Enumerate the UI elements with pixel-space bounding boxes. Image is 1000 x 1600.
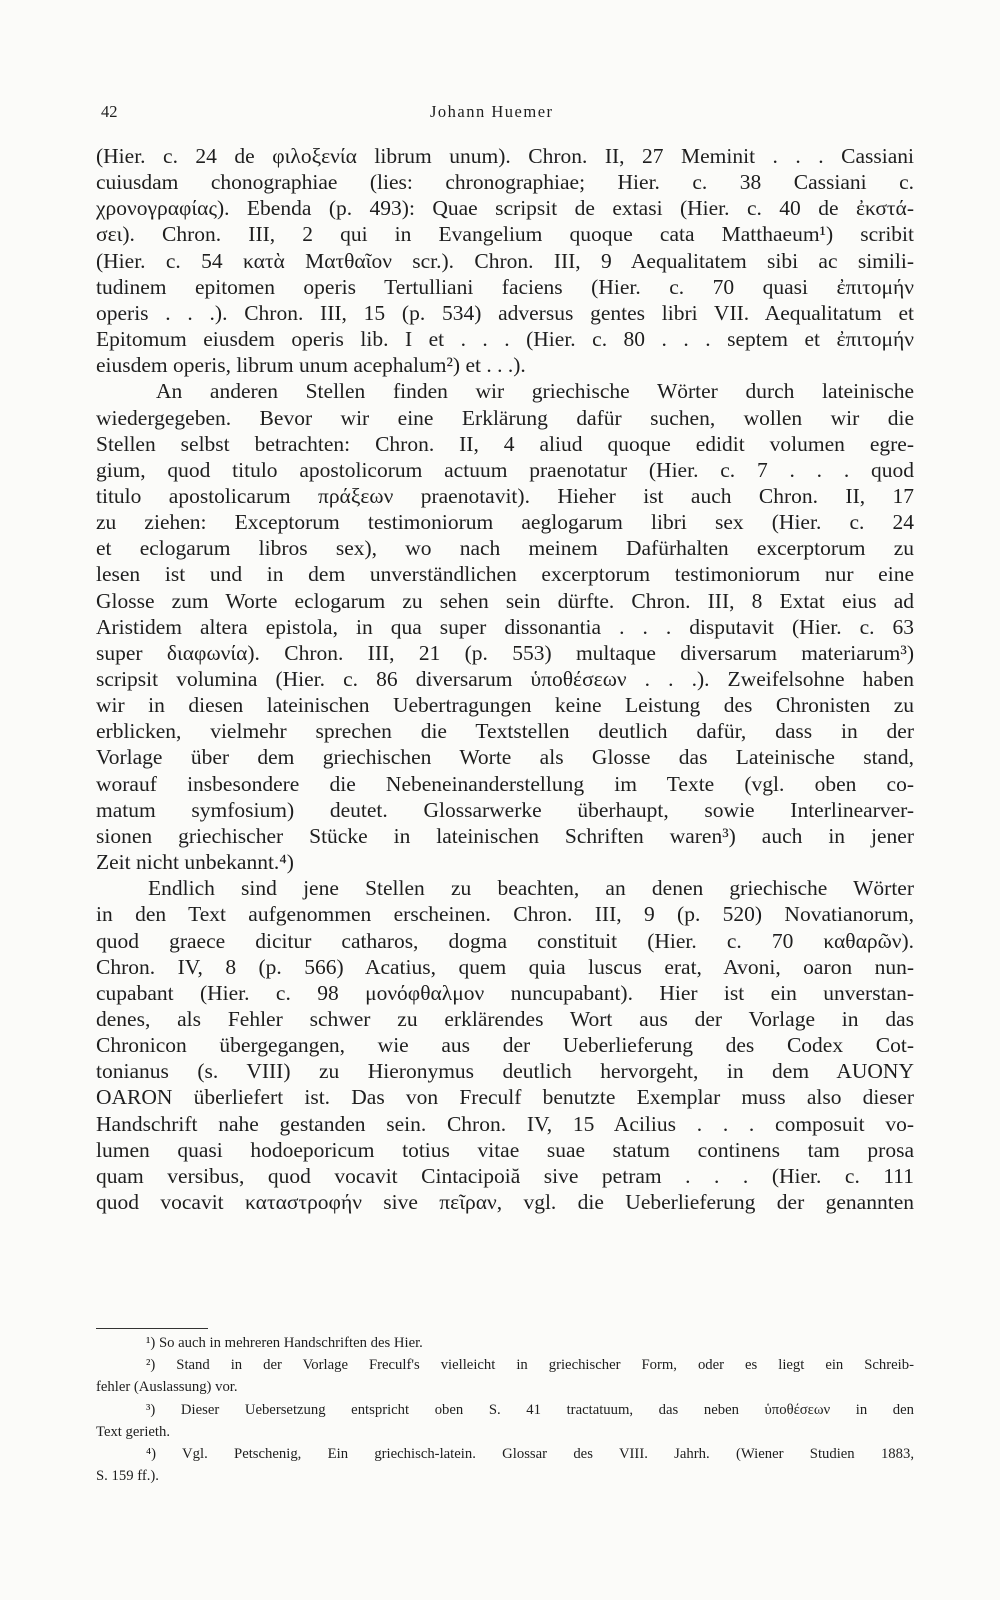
body-text-line: Handschrift nahe gestanden sein. Chron. IV, 15 Acilius . . . composuit vo-: [96, 1111, 914, 1136]
body-text-line: lumen quasi hodoeporicum totius vitae suae statum continens tam prosa: [96, 1137, 914, 1162]
body-text-line: (Hier. c. 24 de φιλοξενία librum unum). Chron. II, 27 Meminit . . . Cassiani: [96, 144, 914, 168]
body-text-line: matum symfosium) deutet. Glossarwerke überhaupt, sowie Interlinearver-: [96, 797, 914, 822]
body-text-line: gium, quod titulo apostolicorum actuum praenotatur (Hier. c. 7 . . . quod: [96, 457, 914, 482]
body-text-line: sionen griechischer Stücke in lateinischen Schriften waren³) auch in jener: [96, 823, 914, 848]
body-text-line: OARON überliefert ist. Das von Freculf benutzte Exemplar muss also dieser: [96, 1085, 914, 1110]
body-text-line: scripsit volumina (Hier. c. 86 diversarum ὑποθέσεων . . .). Zweifelsohne haben: [96, 667, 914, 691]
body-text-line: eiusdem operis, librum unum acephalum²) et . . .).: [96, 353, 526, 378]
running-head: Johann Huemer: [430, 102, 554, 121]
body-text-line: cuiusdam chonographiae (lies: chronographiae; Hier. c. 38 Cassiani c.: [96, 170, 914, 195]
footnote-line: ¹) So auch in mehreren Handschriften des Hier.: [146, 1335, 423, 1351]
body-text-line: quod graece dicitur catharos, dogma constituit (Hier. c. 70 καθαρῶν).: [96, 928, 914, 953]
body-text-line: lesen ist und in dem unverständlichen excerptorum testimoniorum nur eine: [96, 562, 914, 587]
body-text-line: wir in diesen lateinischen Uebertragungen keine Leistung des Chronisten zu: [96, 693, 914, 718]
body-text-line: Epitomum eiusdem operis lib. I et . . . (Hier. c. 80 . . . septem et ἐπιτομήν: [96, 327, 914, 352]
body-text-line: χρονογραφίας). Ebenda (p. 493): Quae scripsit de extasi (Hier. c. 40 de ἐκστά-: [96, 196, 914, 221]
body-text-line: Aristidem altera epistola, in qua super dissonantia . . . disputavit (Hier. c. 63: [96, 614, 914, 639]
body-text-line: Chronicon übergegangen, wie aus der Ueberlieferung des Codex Cot-: [96, 1033, 914, 1058]
body-text-line: Endlich sind jene Stellen zu beachten, an denen griechische Wörter: [148, 876, 914, 901]
body-text-line: quam versibus, quod vocavit Cintacipoiă sive petram . . . (Hier. c. 111: [96, 1163, 914, 1188]
body-text-line: quod vocavit καταστροφήν sive πεῖραν, vgl. die Ueberlieferung der genannten: [96, 1190, 914, 1214]
body-text-line: Glosse zum Worte eclogarum zu sehen sein dürfte. Chron. III, 8 Extat eius ad: [96, 588, 914, 613]
body-text-line: zu ziehen: Exceptorum testimoniorum aeglogarum libri sex (Hier. c. 24: [96, 510, 914, 535]
body-text-line: (Hier. c. 54 κατὰ Ματθαῖον scr.). Chron. III, 9 Aequalitatem sibi ac simili-: [96, 248, 914, 273]
footnote-line: ²) Stand in der Vorlage Freculf's vielleicht in griechischer Form, oder es liegt ein Schreib-: [146, 1357, 914, 1374]
body-text-line: denes, als Fehler schwer zu erklärendes Wort aus der Vorlage in das: [96, 1006, 914, 1031]
body-text-line: et eclogarum libros sex), wo nach meinem Dafürhalten excerptorum zu: [96, 536, 914, 561]
body-text-line: wiedergegeben. Bevor wir eine Erklärung dafür suchen, wollen wir die: [96, 405, 914, 430]
body-text-line: Stellen selbst betrachten: Chron. II, 4 aliud quoque edidit volumen egre-: [96, 431, 914, 456]
body-text-line: Chron. IV, 8 (p. 566) Acatius, quem quia luscus erat, Avoni, oaron nun-: [96, 954, 914, 979]
footnote-line: ³) Dieser Uebersetzung entspricht oben S. 41 tractatuum, das neben ὑποθέσεων in den: [146, 1401, 914, 1418]
page-number: 42: [101, 102, 118, 121]
body-text-line: Vorlage über dem griechischen Worte als Glosse das Lateinische stand,: [96, 745, 914, 770]
body-text-line: tonianus (s. VIII) zu Hieronymus deutlich hervorgeht, in dem AUONY: [96, 1059, 914, 1084]
body-text-line: cupabant (Hier. c. 98 μονόφθαλμον nuncupabant). Hier ist ein unverstan-: [96, 980, 914, 1005]
footnote-line: Text gerieth.: [96, 1423, 171, 1440]
body-text-line: erblicken, vielmehr sprechen die Textstellen deutlich dafür, dass in der: [96, 719, 914, 744]
body-text-line: σει). Chron. III, 2 qui in Evangelium quoque cata Matthaeum¹) scribit: [96, 222, 914, 247]
footnote-line: fehler (Auslassung) vor.: [96, 1379, 238, 1396]
footnote-line: ⁴) Vgl. Petschenig, Ein griechisch-latein. Glossar des VIII. Jahrh. (Wiener Studien 1883,: [146, 1446, 914, 1462]
footnote-line: S. 159 ff.).: [96, 1468, 159, 1485]
body-text-line: Zeit nicht unbekannt.⁴): [96, 850, 294, 875]
body-text-line: tudinem epitomen operis Tertulliani faciens (Hier. c. 70 quasi ἐπιτομήν: [96, 274, 914, 299]
body-text-line: operis . . .). Chron. III, 15 (p. 534) adversus gentes libri VII. Aequalitatum et: [96, 300, 914, 325]
body-text-line: worauf insbesondere die Nebeneinanderstellung im Texte (vgl. oben co-: [96, 771, 914, 796]
body-text-line: super διαφωνία). Chron. III, 21 (p. 553) multaque diversarum materiarum³): [96, 640, 914, 665]
body-text-line: in den Text aufgenommen erscheinen. Chron. III, 9 (p. 520) Novatianorum,: [96, 902, 914, 927]
body-text-line: An anderen Stellen finden wir griechische Wörter durch lateinische: [156, 379, 914, 404]
body-text-line: titulo apostolicarum πράξεων praenotavit). Hieher ist auch Chron. II, 17: [96, 483, 914, 508]
footnote-separator: [96, 1328, 208, 1329]
